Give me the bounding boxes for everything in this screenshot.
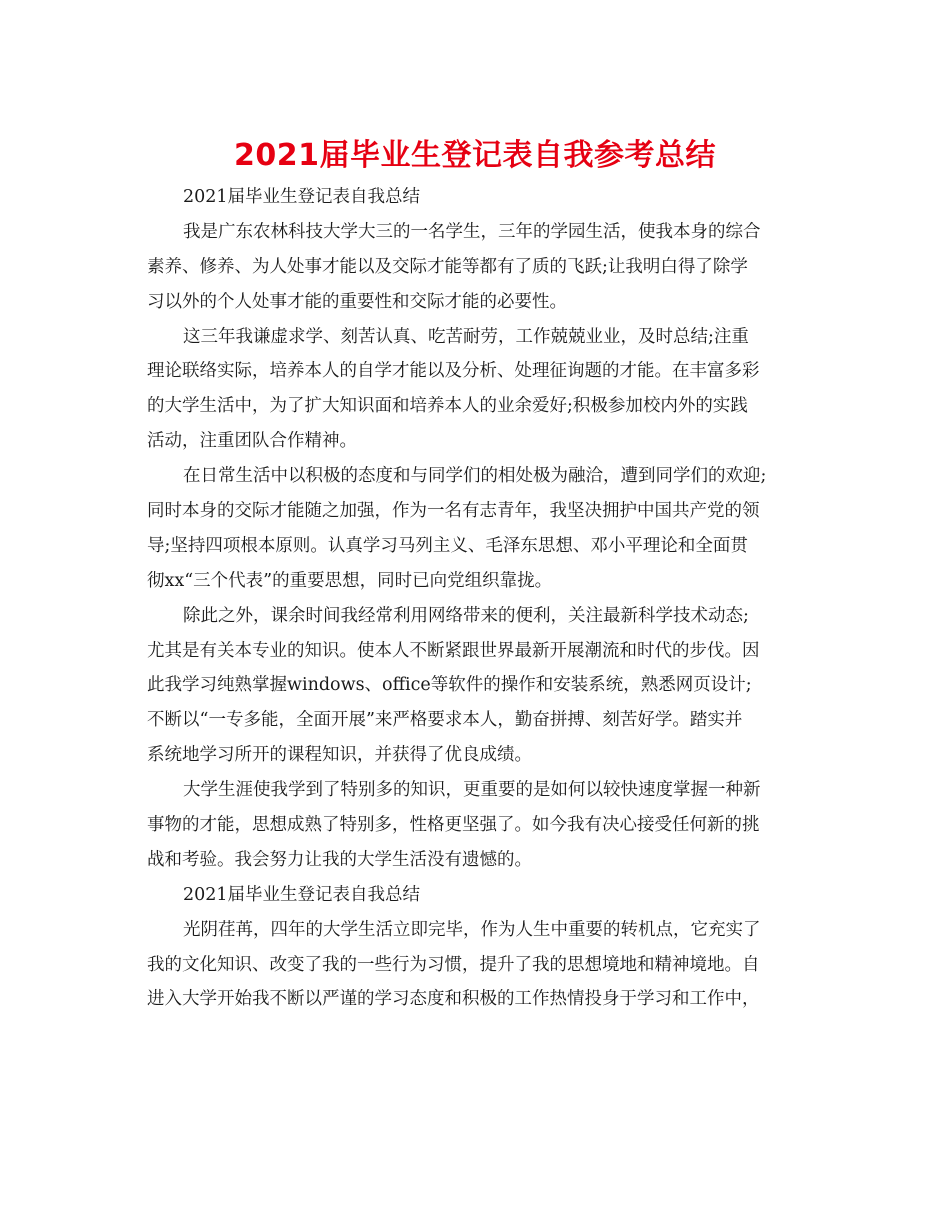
text-line: 不断以“一专多能，全面开展”来严格要求本人，勤奋拼搏、刻苦好学。踏实并 (147, 710, 743, 731)
text-line: 导;坚持四项根本原则。认真学习马列主义、毛泽东思想、邓小平理论和全面贯 (147, 535, 748, 556)
text-line: 除此之外，课余时间我经常利用网络带来的便利，关注最新科学技术动态; (183, 605, 749, 626)
text-line: 的大学生活中，为了扩大知识面和培养本人的业余爱好;积极参加校内外的实践 (147, 396, 748, 417)
text-line: 素养、修养、为人处事才能以及交际才能等都有了质的飞跃;让我明白得了除学 (147, 256, 748, 277)
text-line: 尤其是有关本专业的知识。使本人不断紧跟世界最新开展潮流和时代的步伐。因 (147, 640, 760, 661)
text-line: 理论联络实际，培养本人的自学才能以及分析、处理征询题的才能。在丰富多彩 (147, 361, 760, 382)
document-body (147, 180, 811, 1017)
document-title: 2021届毕业生登记表自我参考总结 (234, 138, 716, 173)
text-line: 战和考验。我会努力让我的大学生活没有遗憾的。 (147, 849, 532, 870)
text-line: 2021届毕业生登记表自我总结 (183, 884, 421, 905)
text-line: 习以外的个人处事才能的重要性和交际才能的必要性。 (147, 291, 567, 312)
text-line: 彻xx“三个代表”的重要思想，同时已向党组织靠拢。 (147, 570, 553, 591)
text-line: 此我学习纯熟掌握windows、office等软件的操作和安装系统，熟悉网页设计; (147, 675, 752, 696)
text-line: 2021届毕业生登记表自我总结 (183, 187, 421, 207)
text-line: 大学生涯使我学到了特别多的知识，更重要的是如何以较快速度掌握一种新 (183, 780, 761, 801)
text-line: 我是广东农林科技大学大三的一名学生，三年的学园生活，使我本身的综合 (183, 221, 761, 242)
text-line: 活动，注重团队合作精神。 (147, 431, 357, 452)
text-line: 系统地学习所开的课程知识，并获得了优良成绩。 (147, 745, 532, 766)
text-line: 光阴荏苒，四年的大学生活立即完毕，作为人生中重要的转机点，它充实了 (183, 919, 761, 940)
text-line: 事物的才能，思想成熟了特别多，性格更坚强了。如今我有决心接受任何新的挑 (147, 815, 760, 836)
text-line: 这三年我谦虚求学、刻苦认真、吃苦耐劳，工作兢兢业业，及时总结;注重 (183, 326, 749, 347)
text-line: 进入大学开始我不断以严谨的学习态度和积极的工作热情投身于学习和工作中， (147, 989, 760, 1010)
text-line: 同时本身的交际才能随之加强，作为一名有志青年，我坚决拥护中国共产党的领 (147, 501, 760, 522)
text-line: 我的文化知识、改变了我的一些行为习惯，提升了我的思想境地和精神境地。自 (147, 954, 760, 975)
text-line: 在日常生活中以积极的态度和与同学们的相处极为融洽，遭到同学们的欢迎; (183, 466, 767, 487)
